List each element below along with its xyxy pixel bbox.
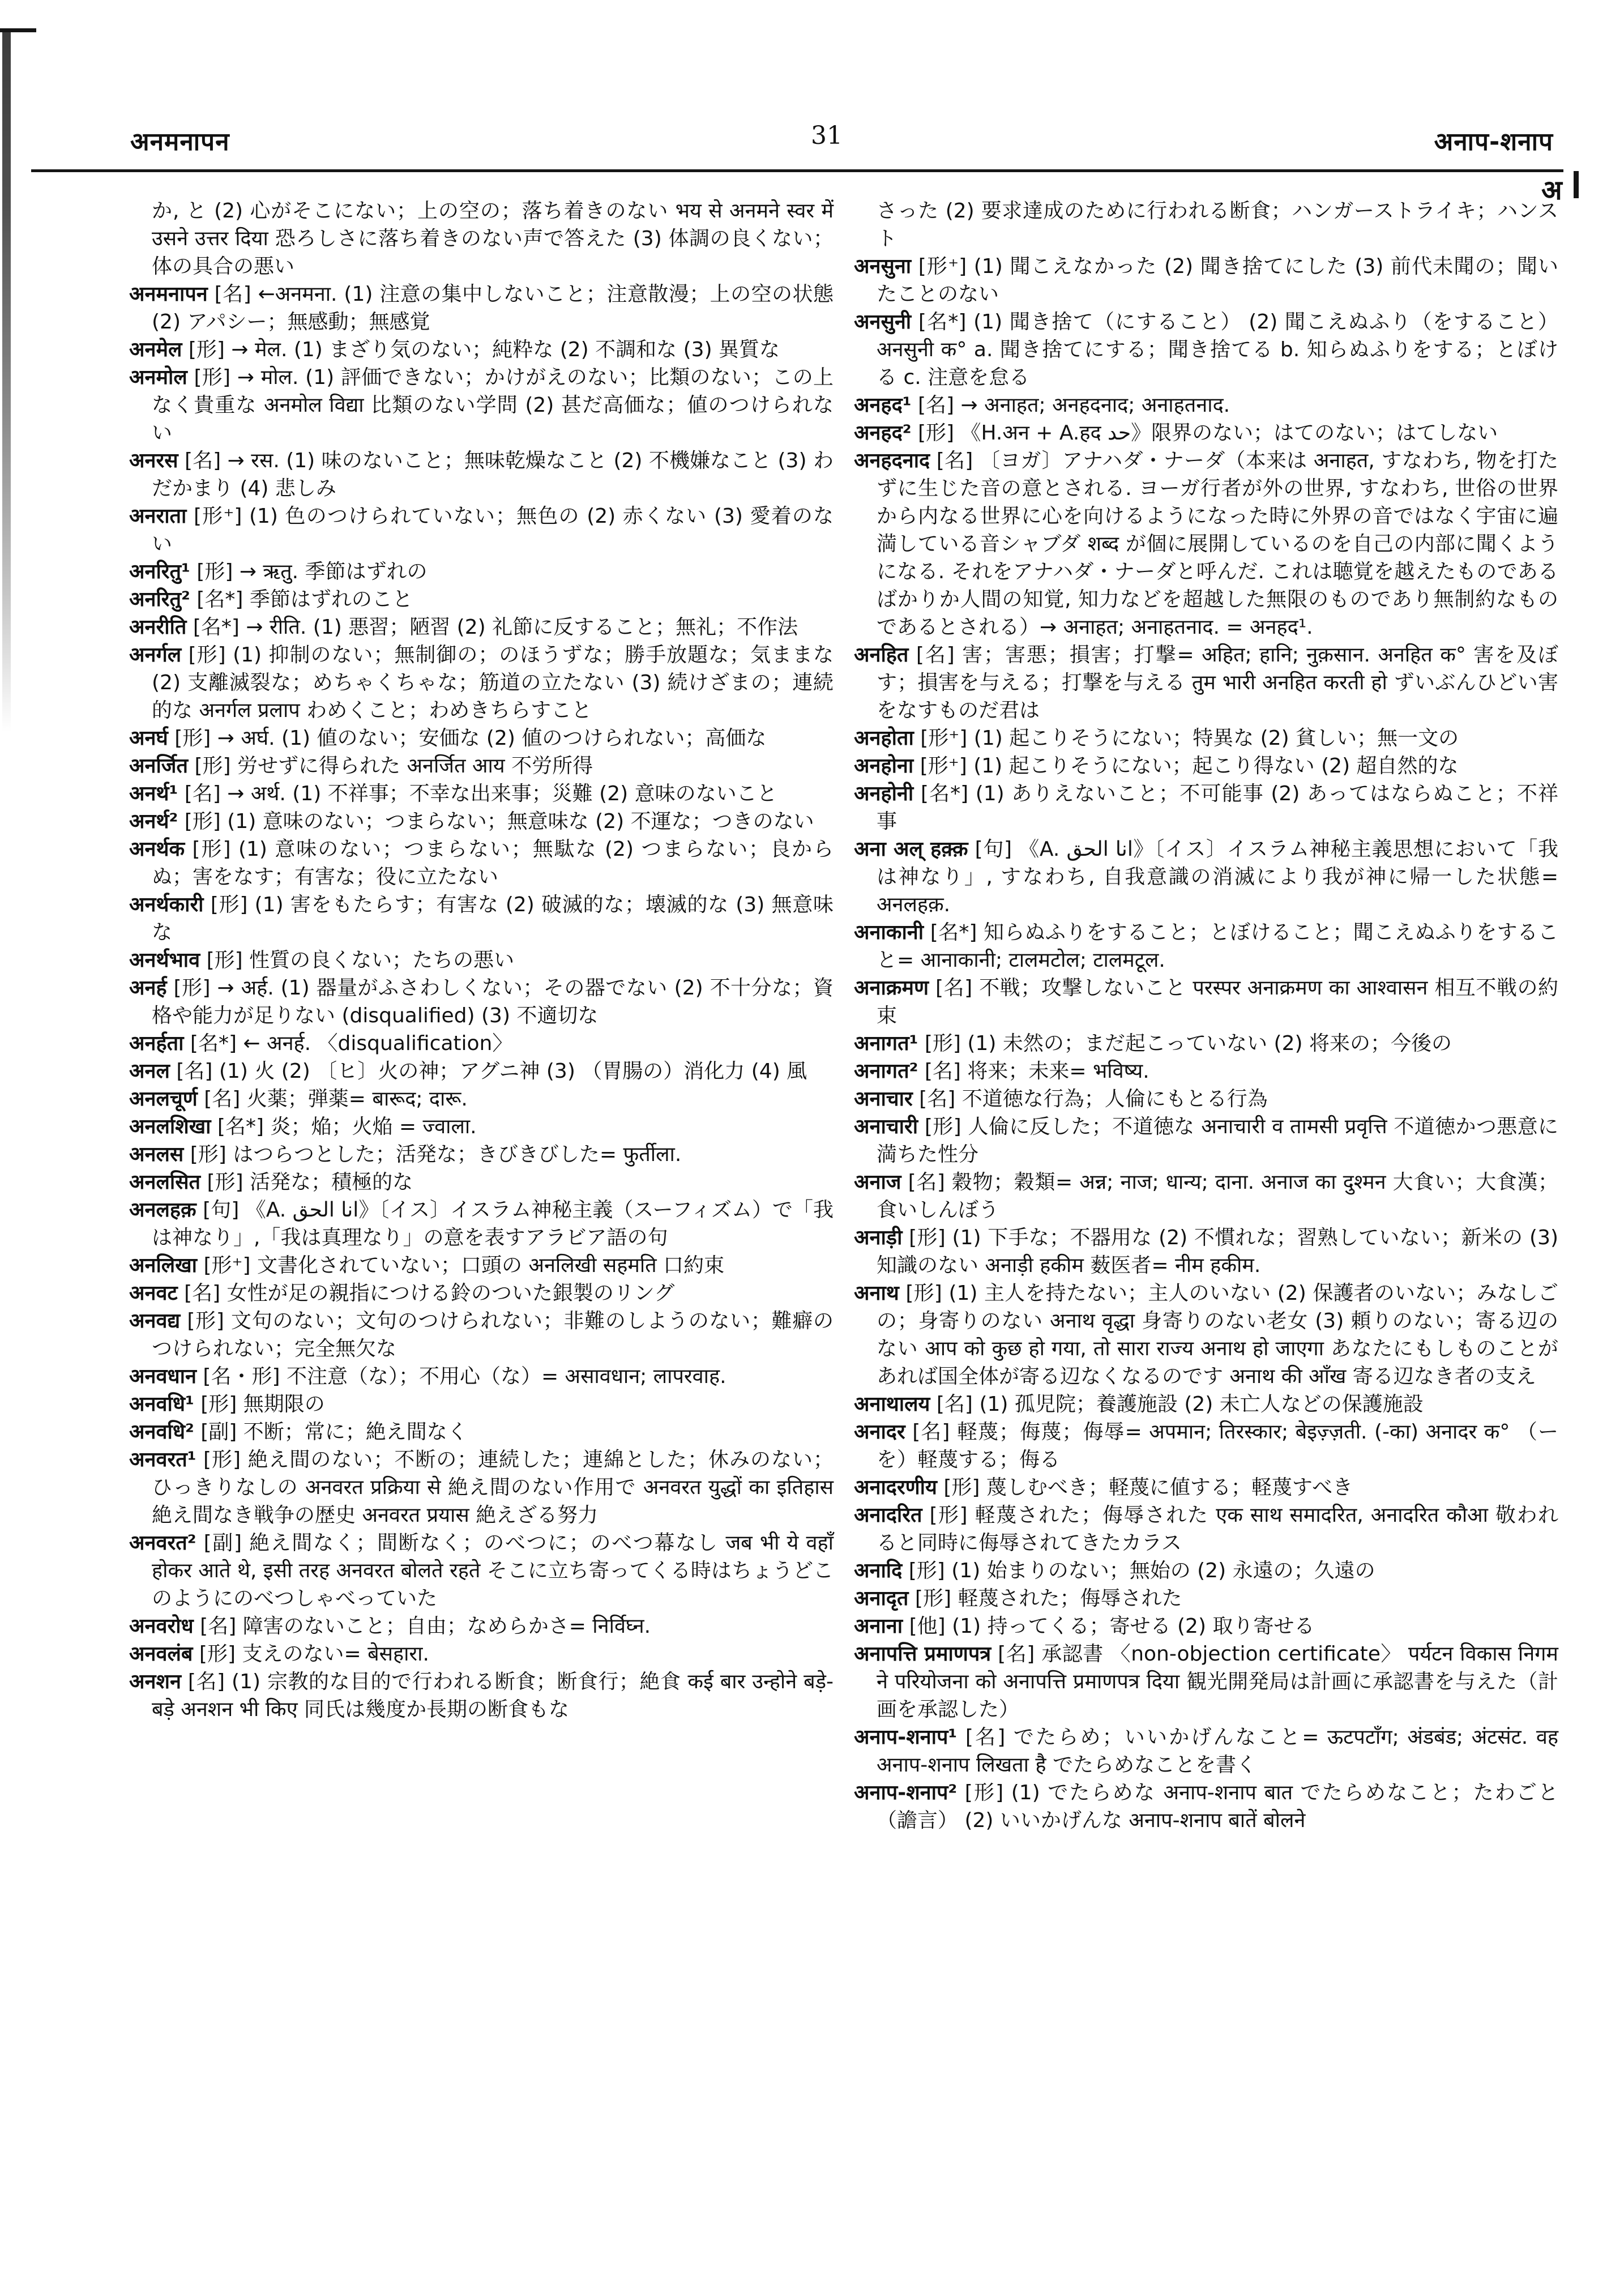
dictionary-entry <box>854 974 1558 1030</box>
entry-body: 軽蔑された；侮辱された एक साथ समादरित, अनादरित कौआ 敬われると同時に侮辱されてきたカラス <box>877 1504 1558 1555</box>
entry-body: さった (2) 要求達成のために行われる断食；ハンガーストライキ；ハンスト <box>877 199 1558 250</box>
headword: अना अल् हक़्क़ <box>854 838 968 861</box>
part-of-speech-tag: [名*] <box>918 310 967 334</box>
headword: अनाकानी <box>854 921 924 944</box>
entry-body: (1) 主人を持たない；主人のいない (2) 保護者のいない；みなしごの；身寄りのない अनाथ वृद्धा 身寄りのない老女 (3) 頼りのない；寄る辺のない आप को कुछ हो गया, तो सारा राज्य अनाथ हो जाएगा あなたにもしものことがあれば国全体が寄る辺なくなるのです अनाथ की आँख 寄る辺なき者の支え <box>877 1282 1559 1388</box>
entry-body: 《A. انا الحق》〔イス〕イスラム神秘主義（スーフィズム）で「我は神なり」,「我は真理なり」の意を表すアラビア語の句 <box>152 1198 834 1249</box>
entry-body: → अनाहत; अनहदनाद; अनाहतनाद. <box>960 394 1230 417</box>
dictionary-entry <box>129 1196 834 1252</box>
part-of-speech-tag: [名] <box>204 1087 241 1111</box>
entry-body: (1) 持ってくる；寄せる (2) 取り寄せる <box>952 1615 1315 1638</box>
headword: अनर्थकारी <box>129 893 204 916</box>
part-of-speech-tag: [形] <box>207 1171 243 1194</box>
dictionary-entry <box>129 780 834 808</box>
dictionary-entry <box>129 1030 834 1057</box>
part-of-speech-tag: [形] <box>924 1115 961 1138</box>
headword: अनलहक़ <box>129 1198 196 1222</box>
headword: अनादरित <box>854 1504 922 1527</box>
entry-body: ←अनमना. (1) 注意の集中しないこと；注意散漫；上の空の状態 (2) アパシー；無感動；無感覚 <box>152 283 834 334</box>
entry-body: (1) 火 (2) 〔ヒ〕火の神；アグニ神 (3) （胃腸の）消化力 (4) 風 <box>219 1060 807 1083</box>
entry-body: 女性が足の親指につける鈴のついた銀製のリング <box>226 1282 675 1305</box>
part-of-speech-tag: [形] <box>192 838 231 861</box>
dictionary-entry <box>854 1474 1558 1501</box>
part-of-speech-tag: [名*] <box>930 921 977 944</box>
dictionary-entry <box>854 1224 1558 1279</box>
headword: अनादर <box>854 1420 905 1444</box>
headword: अनशन <box>129 1670 181 1693</box>
entry-body: (1) 意味のない；つまらない；無駄な (2) つまらない；良からぬ；害をなす；有害な；役に立たない <box>152 838 834 889</box>
entry-body: 害；害悪；損害；打撃= अहित; हानि; नुक़सान. अनहित क° 害を及ぼす；損害を与える；打撃を与える तुम भारी अनहित करती हो ずいぶんひどい害をなすものだ君は <box>877 643 1559 722</box>
part-of-speech-tag: [名] <box>998 1642 1035 1666</box>
headword: अनागत² <box>854 1060 918 1083</box>
entry-body: → अर्घ. (1) 値のない；安価な (2) 値のつけられない；高価な <box>217 727 767 750</box>
entry-body: 不断；常に；絶え間なく <box>243 1420 468 1444</box>
headword: अनाज <box>854 1171 901 1194</box>
dictionary-entry <box>129 1529 834 1612</box>
part-of-speech-tag: [名*] <box>193 616 240 639</box>
headword: अनहोनी <box>854 782 914 805</box>
headword: अनवरत¹ <box>129 1448 196 1471</box>
part-of-speech-tag: [形] <box>187 1309 224 1333</box>
part-of-speech-tag: [形] <box>190 1143 226 1166</box>
part-of-speech-tag: [形] <box>194 754 231 778</box>
headword: अनरस <box>129 449 178 472</box>
entry-body: か, と (2) 心がそこにない；上の空の；落ち着きのない भय से अनमने स्वर में उसने उत्तर दिया 恐ろしさに落ち着きのない声で答えた (3) 体調の良くない；体の具合の悪い <box>152 199 834 278</box>
dictionary-entry <box>129 1612 834 1640</box>
part-of-speech-tag: [形] <box>964 1781 1004 1804</box>
entry-body: (1) 始まりのない；無始の (2) 永遠の；久遠の <box>951 1559 1375 1582</box>
entry-body: 絶え間なく；間断なく；のべつに；のべつ幕なし जब भी ये वहाँ होकर आते थे, इसी तरह अनवरत बोलते रहते そこに立ち寄ってくる時はちょうどこのようにのべつしゃべっていた <box>152 1531 834 1610</box>
dictionary-entry <box>854 1030 1558 1057</box>
dictionary-entry <box>854 752 1558 780</box>
part-of-speech-tag: [名*] <box>190 1032 237 1055</box>
part-of-speech-tag: [名*] <box>196 588 243 611</box>
headword: अनर्ह <box>129 976 167 1000</box>
dictionary-entry <box>129 752 834 780</box>
running-head-left: अनमनापन <box>130 127 230 156</box>
entry-body: 文句のない；文句のつけられない；非難のしようのない；難癖のつけられない；完全無欠な <box>152 1309 834 1360</box>
part-of-speech-tag: [形] <box>194 366 231 389</box>
headword: अनराता <box>129 505 187 528</box>
part-of-speech-tag: [形] <box>924 1032 961 1055</box>
dictionary-entry <box>129 1446 834 1529</box>
dictionary-entry <box>854 1085 1558 1113</box>
entry-body: 将来；未来= भविष्य. <box>967 1060 1149 1083</box>
entry-body: 穀物；穀類= अन्न; नाज; धान्य; दाना. अनाज का दुश्मन 大食い；大食漢；食いしんぼう <box>877 1171 1558 1222</box>
headword: अनलिखा <box>129 1254 197 1277</box>
part-of-speech-tag: [形⁺] <box>920 754 967 778</box>
dictionary-entry <box>854 1501 1558 1557</box>
dictionary-entry <box>854 1723 1558 1779</box>
dictionary-entry <box>854 1640 1558 1723</box>
entry-body: (1) 聞こえなかった (2) 聞き捨てにした (3) 前代未聞の；聞いたことのない <box>877 255 1558 306</box>
entry-body: でたらめ；いいかげんなこと= ऊटपटाँग; अंडबंड; अंटसंट. वह अनाप-शनाप लिखता है でたらめなことを書く <box>877 1726 1558 1777</box>
entry-body: (1) 宗教的な目的で行われる断食；断食行；絶食 कई बार उन्होने बड़े-बड़े अनशन भी किए 同氏は幾度か長期の断食もな <box>152 1670 834 1721</box>
part-of-speech-tag: [形] <box>196 560 233 583</box>
dictionary-entry <box>854 1557 1558 1585</box>
dictionary-entry <box>129 447 834 502</box>
headword: अनर्थक <box>129 838 185 861</box>
headword: अनवधि² <box>129 1420 194 1444</box>
entry-body: 蔑しむべき；軽蔑に値する；軽蔑すべき <box>986 1476 1353 1499</box>
part-of-speech-tag: [名*] <box>920 782 969 805</box>
part-of-speech-tag: [形] <box>914 1587 951 1610</box>
part-of-speech-tag: [名] <box>936 1393 973 1416</box>
part-of-speech-tag: [形] <box>173 976 211 1000</box>
headword: अनाचार <box>854 1087 913 1111</box>
text-columns <box>129 197 1559 1834</box>
dictionary-entry <box>854 419 1558 447</box>
margin-tab-bar-icon <box>1574 171 1579 198</box>
dictionary-entry <box>854 1113 1558 1168</box>
entry-body: 労せずに得られた अनर्जित आय 不労所得 <box>237 754 593 778</box>
entry-body: (1) 抑制のない；無制御の；のほうずな；勝手放題な；気ままな (2) 支離滅裂な；めちゃくちゃな；筋道の立たない (3) 続けざまの；連続的な अनर्गल प्रलाप わめくこと；わめきちらすこと <box>152 643 834 722</box>
entry-body: (1) 起こりそうにない；特異な (2) 貧しい；無一文の <box>973 727 1459 750</box>
part-of-speech-tag: [形] <box>174 727 211 750</box>
entry-body: 軽蔑された；侮辱された <box>958 1587 1182 1610</box>
part-of-speech-tag: [名] <box>184 1282 221 1305</box>
part-of-speech-tag: [名] <box>912 1420 950 1444</box>
entry-body: → अर्थ. (1) 不祥事；不幸な出来事；災難 (2) 意味のないこと <box>227 782 777 805</box>
headword: अनर्थभाव <box>129 949 200 972</box>
entry-body: ← अनर्ह. 〈disqualification〉 <box>243 1032 513 1055</box>
dictionary-entry <box>129 891 834 946</box>
running-head-right: अनाप-शनाप <box>1434 127 1553 156</box>
entry-body: (1) 起こりそうにない；起こり得ない (2) 超自然的な <box>973 754 1459 778</box>
dictionary-entry <box>129 1390 834 1418</box>
dictionary-entry <box>854 1585 1558 1612</box>
dictionary-entry <box>129 502 834 558</box>
dictionary-entry <box>854 197 1558 253</box>
headword: अनादरणीय <box>854 1476 937 1499</box>
dictionary-entry <box>854 835 1558 919</box>
entry-body: 軽蔑；侮蔑；侮辱= अपमान; तिरस्कार; बेइज़्ज़ती. (-का) अनादर क° （ーを）軽蔑する；侮る <box>877 1420 1558 1471</box>
entry-body: 活発な；積極的な <box>250 1171 413 1194</box>
dictionary-entry <box>854 919 1558 974</box>
headword: अनर्जित <box>129 754 189 778</box>
headword: अनमनापन <box>129 283 208 306</box>
headword: अनापत्ति प्रमाणपत्र <box>854 1642 992 1666</box>
headword: अनवधि¹ <box>129 1393 194 1416</box>
dictionary-entry <box>129 197 834 280</box>
headword: अनवलंब <box>129 1642 193 1666</box>
part-of-speech-tag: [形] <box>917 421 955 445</box>
headword: अनलसित <box>129 1171 201 1194</box>
part-of-speech-tag: [形] <box>929 1504 968 1527</box>
entry-body: (1) 聞き捨て（にすること） (2) 聞こえぬふり（をすること） अनसुनी क° a. 聞き捨てにする；聞き捨てる b. 知らぬふりをする；とぼける c. 注意を怠る <box>877 310 1558 389</box>
part-of-speech-tag: [形] <box>184 810 221 833</box>
dictionary-entry <box>854 780 1558 835</box>
part-of-speech-tag: [名] <box>916 643 955 667</box>
dictionary-entry <box>129 280 834 336</box>
dictionary-entry <box>129 336 834 364</box>
part-of-speech-tag: [副] <box>200 1420 237 1444</box>
headword: अनहित <box>854 643 909 667</box>
headword: अनहोता <box>854 727 914 750</box>
headword: अनाना <box>854 1615 903 1638</box>
dictionary-entry <box>854 391 1558 419</box>
dictionary-entry <box>129 1307 834 1363</box>
entry-body: 《H.अन + A.हद حد》限界のない；はてのない；はてしない <box>960 421 1498 445</box>
headword: अनाक्रमण <box>854 976 929 1000</box>
dictionary-entry <box>129 1668 834 1723</box>
part-of-speech-tag: [名] <box>214 283 251 306</box>
entry-body: → रीति. (1) 悪習；陋習 (2) 礼節に反すること；無礼；不作法 <box>246 616 798 639</box>
headword: अनाड़ी <box>854 1226 903 1249</box>
headword: अनल <box>129 1060 170 1083</box>
part-of-speech-tag: [形] <box>188 643 226 667</box>
headword: अनाथ <box>854 1282 899 1305</box>
scan-artifact-corner-tick <box>0 28 36 32</box>
headword: अनर्थ² <box>129 810 178 833</box>
dictionary-entry <box>129 364 834 447</box>
headword: अनसुना <box>854 255 912 278</box>
headword: अनाचारी <box>854 1115 918 1138</box>
entry-body: (1) ありえないこと；不可能事 (2) あってはならぬこと；不祥事 <box>877 782 1558 833</box>
headword: अनवरत² <box>129 1531 196 1555</box>
entry-body: → अर्ह. (1) 器量がふさわしくない；その器でない (2) 不十分な；資格や能力が足りない (disqualified) (3) 不適切な <box>152 976 834 1027</box>
dictionary-entry <box>854 1168 1558 1224</box>
part-of-speech-tag: [形] <box>200 1393 237 1416</box>
dictionary-entry <box>129 641 834 724</box>
entry-body: 知らぬふりをすること；とぼけること；聞こえぬふりをすること= आनाकानी; टालमटोल; टालमटूल. <box>877 921 1558 972</box>
entry-body: 文書化されていない；口頭の अनलिखी सहमति 口約束 <box>257 1254 725 1277</box>
right-column <box>854 197 1558 1834</box>
part-of-speech-tag: [名] <box>917 394 955 417</box>
dictionary-entry <box>129 974 834 1030</box>
headword: अनाथालय <box>854 1393 930 1416</box>
dictionary-entry <box>854 308 1558 391</box>
headword: अनवरोध <box>129 1615 194 1638</box>
part-of-speech-tag: [形] <box>210 893 248 916</box>
margin-section-letter: अ <box>1541 174 1562 206</box>
part-of-speech-tag: [形] <box>203 1448 241 1471</box>
part-of-speech-tag: [形⁺] <box>920 727 968 750</box>
left-column <box>129 197 834 1834</box>
headword: अनलशिखा <box>129 1115 211 1138</box>
entry-body: (1) 害をもたらす；有害な (2) 破滅的な；壊滅的な (3) 無意味な <box>152 893 834 944</box>
dictionary-entry <box>129 1363 834 1390</box>
dictionary-entry <box>129 1057 834 1085</box>
headword: अनरितु¹ <box>129 560 190 583</box>
part-of-speech-tag: [名・形] <box>203 1365 280 1388</box>
header-rule <box>31 169 1563 172</box>
part-of-speech-tag: [名] <box>185 449 221 472</box>
headword: अनसुनी <box>854 310 912 334</box>
part-of-speech-tag: [名] <box>936 449 973 472</box>
dictionary-entry <box>854 1418 1558 1474</box>
entry-body: 人倫に反した；不道徳な अनाचारी व तामसी प्रवृत्ति 不道徳かつ悪意に満ちた性分 <box>877 1115 1558 1166</box>
part-of-speech-tag: [句] <box>203 1198 240 1222</box>
entry-body: 性質の良くない；たちの悪い <box>249 949 515 972</box>
headword: अनमेल <box>129 338 182 361</box>
entry-body: 〔ヨガ〕アナハダ・ナーダ（本来は अनाहत, すなわち, 物を打たずに生じた音の意とされる. ヨーガ行者が外の世界, すなわち, 世俗の世界から内なる世界に心を向けるようになった時に外界の音ではなく宇宙に遍満している音シャブダ शब्द が個に展開しているのを自己の内部に聞くようになる. それをアナハダ・ナーダと呼んだ. これは聴覚を越えたものであるばかりか人間の知覚, 知力などを超越した無限のものであり無制約なものであるとされる）→ अनाहत; अनाहतनाद. = अनहद¹. <box>877 449 1558 639</box>
headword: अनहदनाद <box>854 449 930 472</box>
headword: अनवद्य <box>129 1309 181 1333</box>
headword: अनर्गल <box>129 643 182 667</box>
entry-body: 障害のないこと；自由；なめらかさ= निर्विघ्न. <box>242 1615 651 1638</box>
dictionary-entry <box>129 1168 834 1196</box>
part-of-speech-tag: [名] <box>187 1670 225 1693</box>
dictionary-entry <box>129 1085 834 1113</box>
headword: अनरितु² <box>129 588 190 611</box>
dictionary-entry <box>129 1252 834 1279</box>
dictionary-entry <box>854 641 1558 724</box>
part-of-speech-tag: [形] <box>206 949 243 972</box>
headword: अनादि <box>854 1559 903 1582</box>
part-of-speech-tag: [句] <box>975 838 1012 861</box>
part-of-speech-tag: [形] <box>908 1559 945 1582</box>
entry-body: 《A. انا الحق》〔イス〕イスラム神秘主義思想において「我は神なり」, すなわち, 自我意識の消滅により我が神に帰一した状態= अनलहक़. <box>877 838 1559 916</box>
part-of-speech-tag: [名] <box>935 976 973 1000</box>
headword: अनलचूर्ण <box>129 1087 198 1111</box>
entry-body: (1) 未然の；まだ起こっていない (2) 将来の；今後の <box>967 1032 1452 1055</box>
headword: अनर्घ <box>129 727 168 750</box>
page-number: 31 <box>811 121 843 150</box>
part-of-speech-tag: [形] <box>905 1282 942 1305</box>
part-of-speech-tag: [形⁺] <box>918 255 967 278</box>
headword: अनवट <box>129 1282 178 1305</box>
dictionary-entry <box>854 1279 1558 1390</box>
part-of-speech-tag: [名] <box>919 1087 956 1111</box>
dictionary-entry <box>129 1418 834 1446</box>
dictionary-entry <box>854 724 1558 752</box>
headword: अनर्थ¹ <box>129 782 178 805</box>
headword: अनलस <box>129 1143 184 1166</box>
entry-body: 不戦；攻撃しないこと परस्पर अनाक्रमण का आश्वासन 相互不戦の約束 <box>877 976 1558 1027</box>
headword: अनागत¹ <box>854 1032 918 1055</box>
scan-artifact-left-edge <box>2 29 11 732</box>
entry-body: → मेल. (1) まざり気のない；純粋な (2) 不調和な (3) 異質な <box>231 338 780 361</box>
dictionary-entry <box>129 724 834 752</box>
headword: अनाप-शनाप¹ <box>854 1726 958 1749</box>
entry-body: 絶え間のない；不断の；連続した；連綿とした；休みのない；ひっきりなしの अनवरत प्रक्रिया से 絶え間のない作用で अनवरत युद्धों का इतिहास 絶え間なき戦争の歴史 अनवरत प्रयास 絶えざる努力 <box>152 1448 834 1527</box>
entry-body: (1) 意味のない；つまらない；無意味な (2) 不運な；つきのない <box>227 810 814 833</box>
headword: अनहद² <box>854 421 912 445</box>
headword: अनहद¹ <box>854 394 912 417</box>
entry-body: 支えのない= बेसहारा. <box>242 1642 429 1666</box>
part-of-speech-tag: [副] <box>203 1531 242 1555</box>
dictionary-entry <box>854 447 1558 641</box>
part-of-speech-tag: [名] <box>184 782 221 805</box>
part-of-speech-tag: [名] <box>908 1171 945 1194</box>
dictionary-entry <box>129 1279 834 1307</box>
headword: अनादृत <box>854 1587 909 1610</box>
dictionary-entry <box>129 558 834 586</box>
dictionary-entry <box>129 586 834 613</box>
part-of-speech-tag: [形⁺] <box>193 505 242 528</box>
entry-body: 承認書 〈non-objection certificate〉 पर्यटन विकास निगम ने परियोजना को अनापत्ति प्रमाणपत्र दिया 観光開発局は計画に承認書を与えた（計画を承認した） <box>877 1642 1558 1721</box>
part-of-speech-tag: [名*] <box>217 1115 264 1138</box>
entry-body: 無期限の <box>243 1393 325 1416</box>
part-of-speech-tag: [名] <box>176 1060 213 1083</box>
dictionary-entry <box>854 1779 1558 1834</box>
entry-body: → मोल. (1) 評価できない；かけがえのない；比類のない；この上なく貴重な अनमोल विद्या 比類のない学問 (2) 甚だ高価な；値のつけられない <box>152 366 834 445</box>
entry-body: 季節はずれのこと <box>249 588 413 611</box>
entry-body: はつらつとした；活発な；きびきびした= फुर्तीला. <box>233 1143 682 1166</box>
part-of-speech-tag: [形] <box>199 1642 236 1666</box>
entry-body: → ऋतु. 季節はずれの <box>239 560 428 583</box>
part-of-speech-tag: [形⁺] <box>203 1254 251 1277</box>
entry-body: → रस. (1) 味のないこと；無味乾燥なこと (2) 不機嫌なこと (3) わだかまり (4) 悲しみ <box>152 449 834 500</box>
part-of-speech-tag: [名] <box>200 1615 237 1638</box>
dictionary-entry <box>129 1113 834 1141</box>
dictionary-entry <box>854 1612 1558 1640</box>
entry-body: (1) でたらめな अनाप-शनाप बात でたらめなこと；たわごと（譫言） (2) いいかげんな अनाप-शनाप बातें बोलने <box>877 1781 1558 1832</box>
dictionary-entry <box>129 1640 834 1668</box>
entry-body: 不道徳な行為；人倫にもとる行為 <box>961 1087 1268 1111</box>
headword: अनाप-शनाप² <box>854 1781 958 1804</box>
headword: अनहोना <box>854 754 914 778</box>
part-of-speech-tag: [形] <box>909 1226 946 1249</box>
dictionary-entry <box>129 613 834 641</box>
dictionary-entry <box>854 1390 1558 1418</box>
entry-body: (1) 下手な；不器用な (2) 不慣れな；習熟していない；新米の (3) 知識のない अनाड़ी हकीम 薮医者= नीम हकीम. <box>877 1226 1559 1277</box>
part-of-speech-tag: [名] <box>924 1060 961 1083</box>
headword: अनर्हता <box>129 1032 184 1055</box>
dictionary-entry <box>854 1057 1558 1085</box>
entry-body: (1) 孤児院；養護施設 (2) 未亡人などの保護施設 <box>979 1393 1424 1416</box>
dictionary-entry <box>129 946 834 974</box>
dictionary-entry <box>129 1141 834 1168</box>
dictionary-entry <box>854 253 1558 308</box>
entry-body: 火薬；弾薬= बारूद; दारू. <box>246 1087 468 1111</box>
dictionary-entry <box>129 835 834 891</box>
dictionary-entry <box>129 808 834 835</box>
part-of-speech-tag: [名] <box>965 1726 1006 1749</box>
entry-body: 炎；焔；火焔 = ज्वाला. <box>270 1115 477 1138</box>
part-of-speech-tag: [他] <box>909 1615 946 1638</box>
headword: अनमोल <box>129 366 187 389</box>
entry-body: 不注意（な）；不用心（な）= असावधान; लापरवाह. <box>286 1365 726 1388</box>
headword: अनरीति <box>129 616 187 639</box>
entry-body: (1) 色のつけられていない；無色の (2) 赤くない (3) 愛着のない <box>152 505 834 556</box>
part-of-speech-tag: [形] <box>188 338 225 361</box>
part-of-speech-tag: [形] <box>943 1476 980 1499</box>
headword: अनवधान <box>129 1365 196 1388</box>
